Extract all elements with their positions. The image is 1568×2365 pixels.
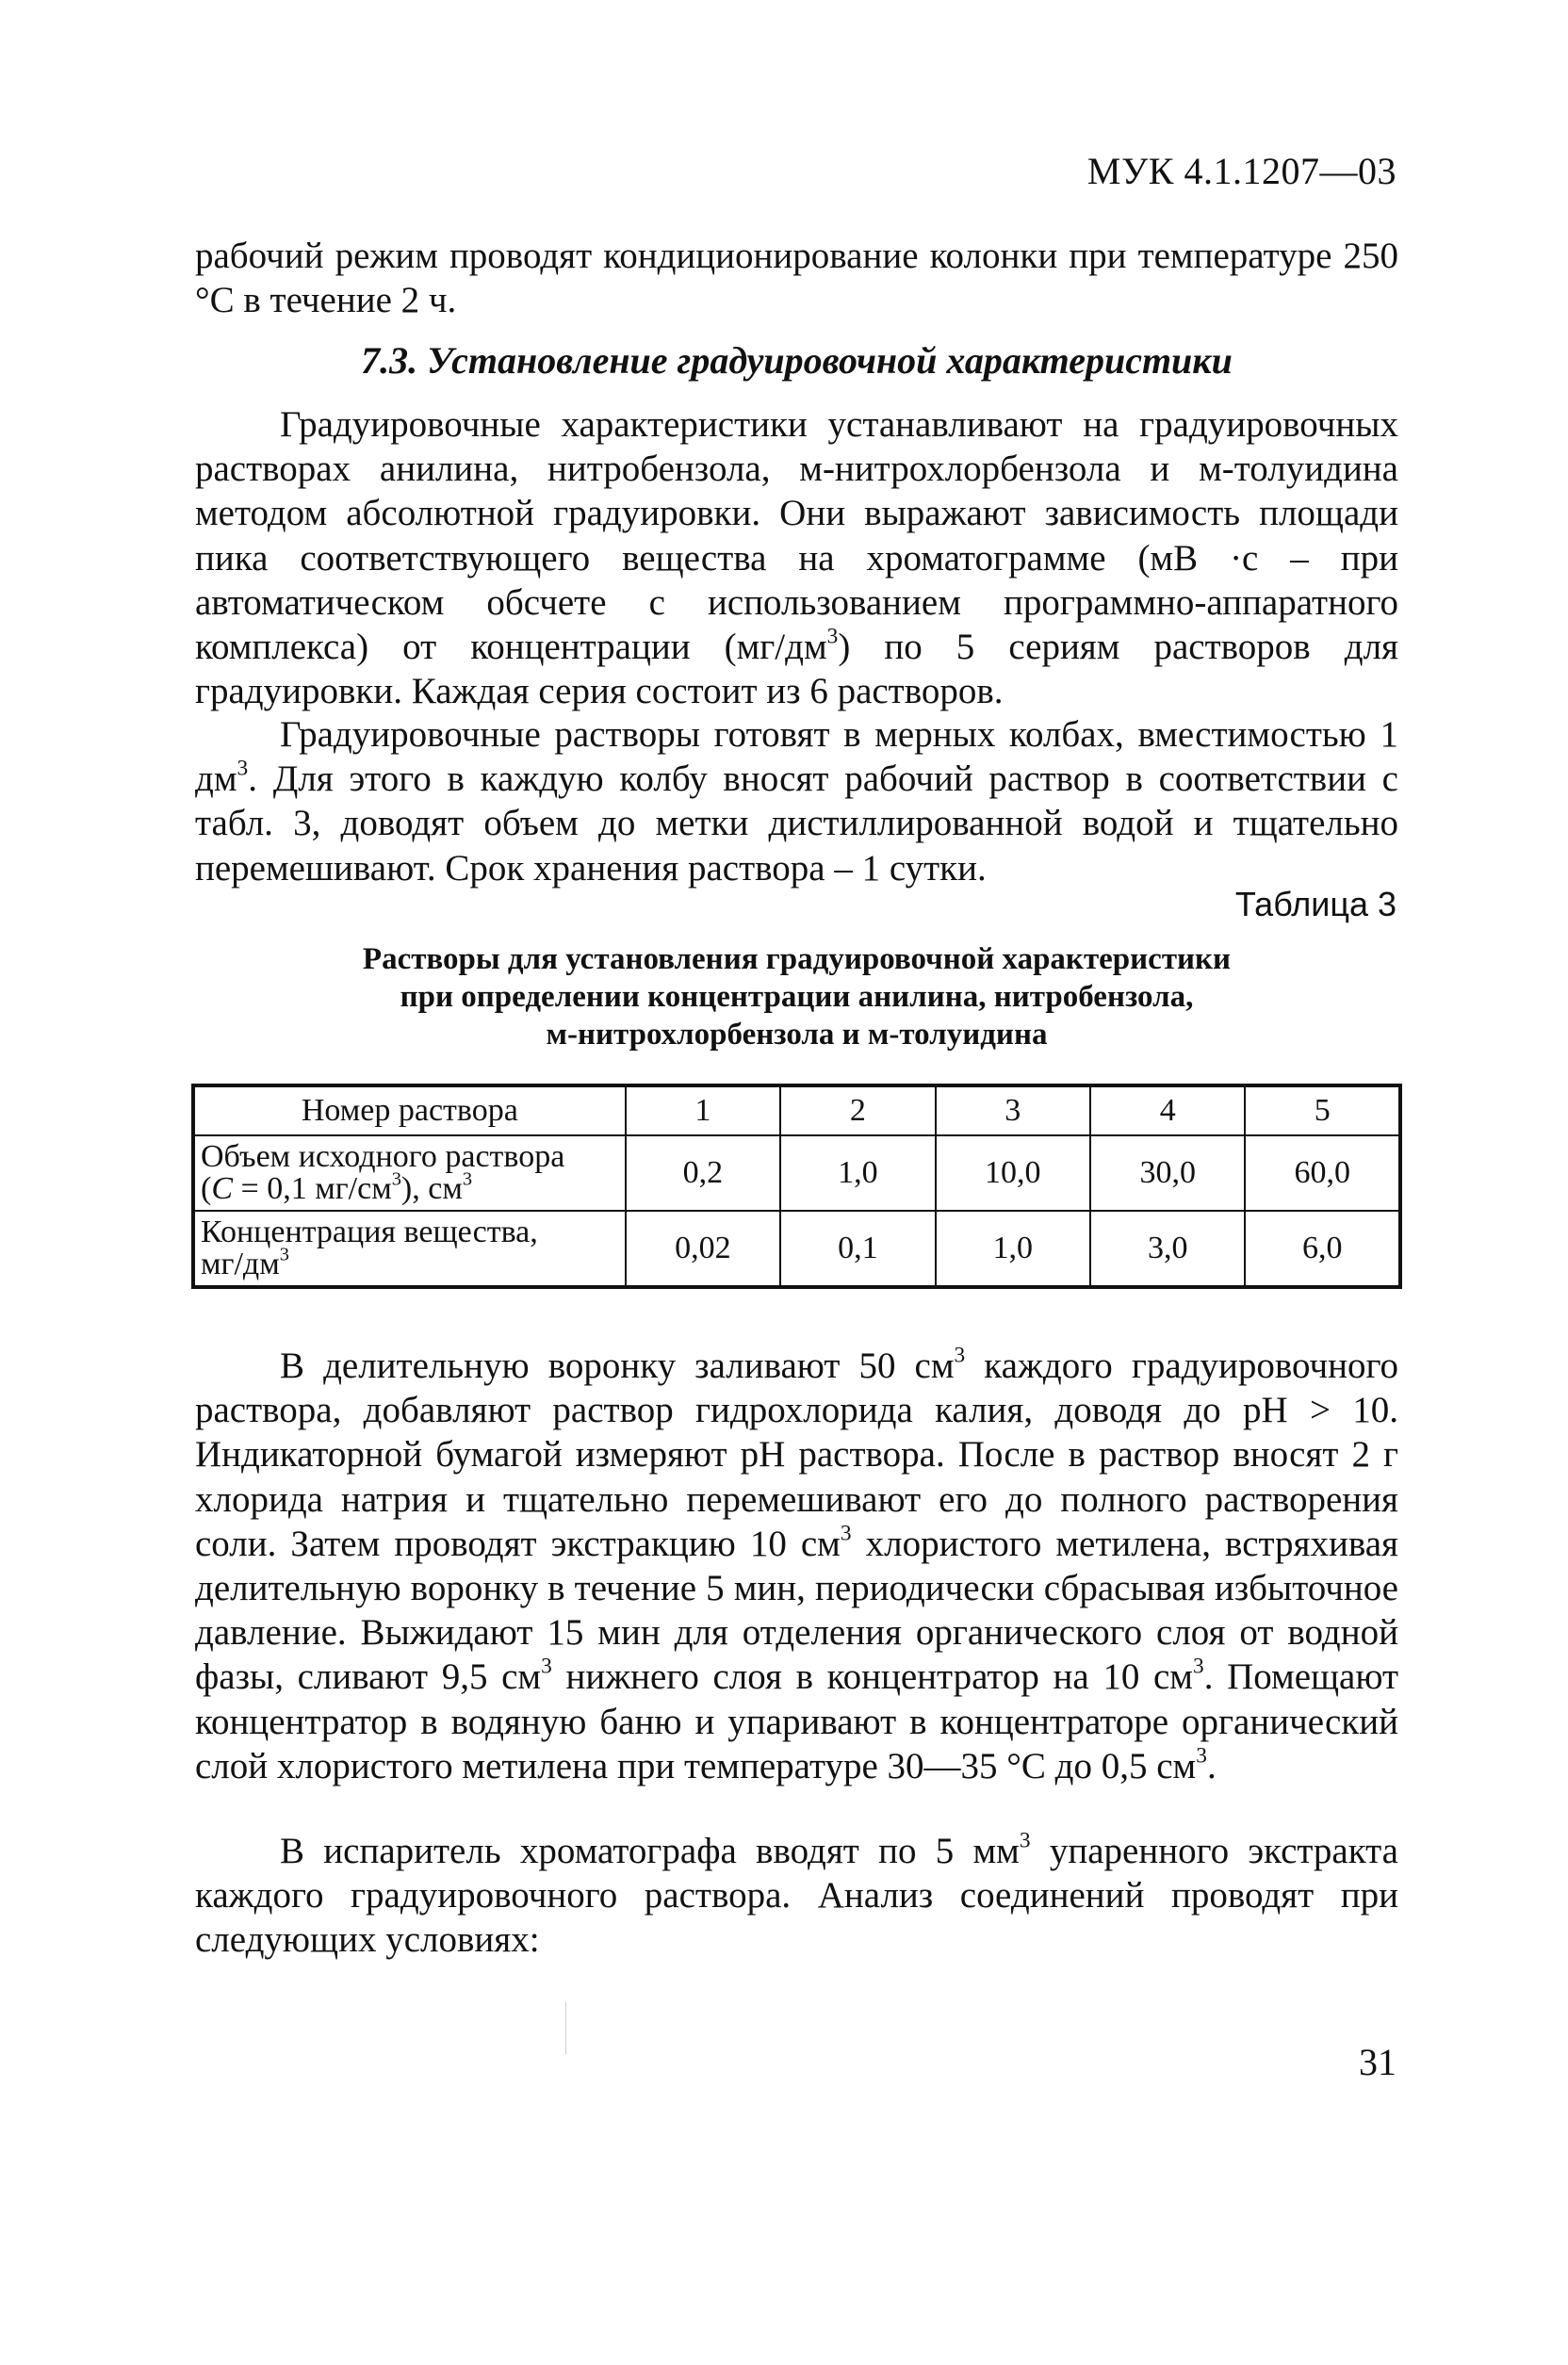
- table-cell: 3,0: [1090, 1211, 1245, 1287]
- paragraph-calibration-solutions: Градуировочные растворы готовят в мерных колбах, вместимостью 1 $дм^3$. Для этого в каждую колбу вносят рабочий раствор в соответствии с табл. 3, доводят объем до метки дистиллированной водой и тщательно перемешивают. Срок хранения раствора – 1 сутки.: [195, 714, 1398, 889]
- row-label-concentration: Концентрация вещества, $мг/дм^3$: [193, 1211, 626, 1287]
- header-cell-label: Номер раствора: [193, 1085, 626, 1135]
- table-cell: 0,1: [780, 1211, 935, 1287]
- scan-artifact-line: [565, 2002, 566, 2054]
- table-cell: 30,0: [1090, 1135, 1245, 1211]
- table-cell: 10,0: [936, 1135, 1090, 1211]
- table-caption-line-2: при определении концентрации анилина, нитробензола,: [400, 980, 1194, 1014]
- table-cell: 60,0: [1245, 1135, 1400, 1211]
- table-caption-line-1: Растворы для установления градуировочной характеристики: [362, 942, 1232, 976]
- table-caption-line-3: м-нитрохлорбензола и м-толуидина: [546, 1018, 1048, 1052]
- paragraph-calibration-characteristics: Градуировочные характеристики устанавливают на градуировочных растворах анилина, нитробензола, м-нитрохлорбензола и м-толуидина методом абсолютной градуировки. Они выражают зависимость площади пика соответствующего вещества на хроматограмме (мВ ·с – при автоматическом обсчете с использованием программно-аппаратного комплекса) от концентрации $(мг/дм^3)$ по 5 сериям растворов для градуировки. Каждая серия состоит из 6 растворов.: [195, 404, 1398, 712]
- table-cell: 6,0: [1245, 1211, 1400, 1287]
- header-cell: 5: [1245, 1085, 1400, 1135]
- page-number: 31: [1359, 2041, 1396, 2083]
- paragraph-extraction: В делительную воронку заливают 50 $см^3$ каждого градуировочного раствора, добавляют раствор гидрохлорида калия, доводя до рН > 10. Индикаторной бумагой измеряют рН раствора. После в раствор вносят 2 г хлорида натрия и тщательно перемешивают его до полного растворения соли. Затем проводят экстракцию 10 $см^3$ хлористого метилена, встряхивая делительную воронку в течение 5 мин, периодически сбрасывая избыточное давление. Выжидают 15 мин для отделения органического слоя от водной фазы, сливают 9,5 $см^3$ нижнего слоя в концентратор на 10 $см^3$. Помещают концентратор в водяную баню и упаривают в концентраторе органический слой хлористого метилена при температуре 30—35 °С до 0,5 $см^3$.: [195, 1343, 1399, 1786]
- section-title: 7.3. Установление градуировочной характеристики: [361, 339, 1233, 382]
- paragraph-injection: В испаритель хроматографа вводят по 5 $мм^3$ упаренного экстракта каждого градуировочного раствора. Анализ соединений проводят при следующих условиях:: [195, 1828, 1398, 1961]
- header-cell: 2: [780, 1085, 935, 1135]
- header-cell: 3: [936, 1085, 1090, 1135]
- paragraph-conditioning: рабочий режим проводят кондиционирование колонки при температуре 250 °С в течение 2 ч.: [195, 236, 1398, 321]
- header-cell: 4: [1090, 1085, 1245, 1135]
- calibration-solutions-table: [191, 1084, 1402, 1289]
- row-label-volume: Объем исходного раствора (С = 0,1 $мг/см^3$), $см^3$: [193, 1135, 626, 1211]
- table-cell: 0,2: [626, 1135, 780, 1211]
- table-cell: 0,02: [626, 1211, 780, 1287]
- table-row-volume: [193, 1135, 1400, 1211]
- table-cell: 1,0: [936, 1211, 1090, 1287]
- table-row-concentration: [193, 1211, 1400, 1287]
- document-code: МУК 4.1.1207—03: [1086, 150, 1396, 192]
- table-cell: 1,0: [780, 1135, 935, 1211]
- table-label: Таблица 3: [1234, 885, 1396, 923]
- table-caption: [195, 940, 1398, 1053]
- header-cell: 1: [626, 1085, 780, 1135]
- table-header-row: [193, 1085, 1400, 1135]
